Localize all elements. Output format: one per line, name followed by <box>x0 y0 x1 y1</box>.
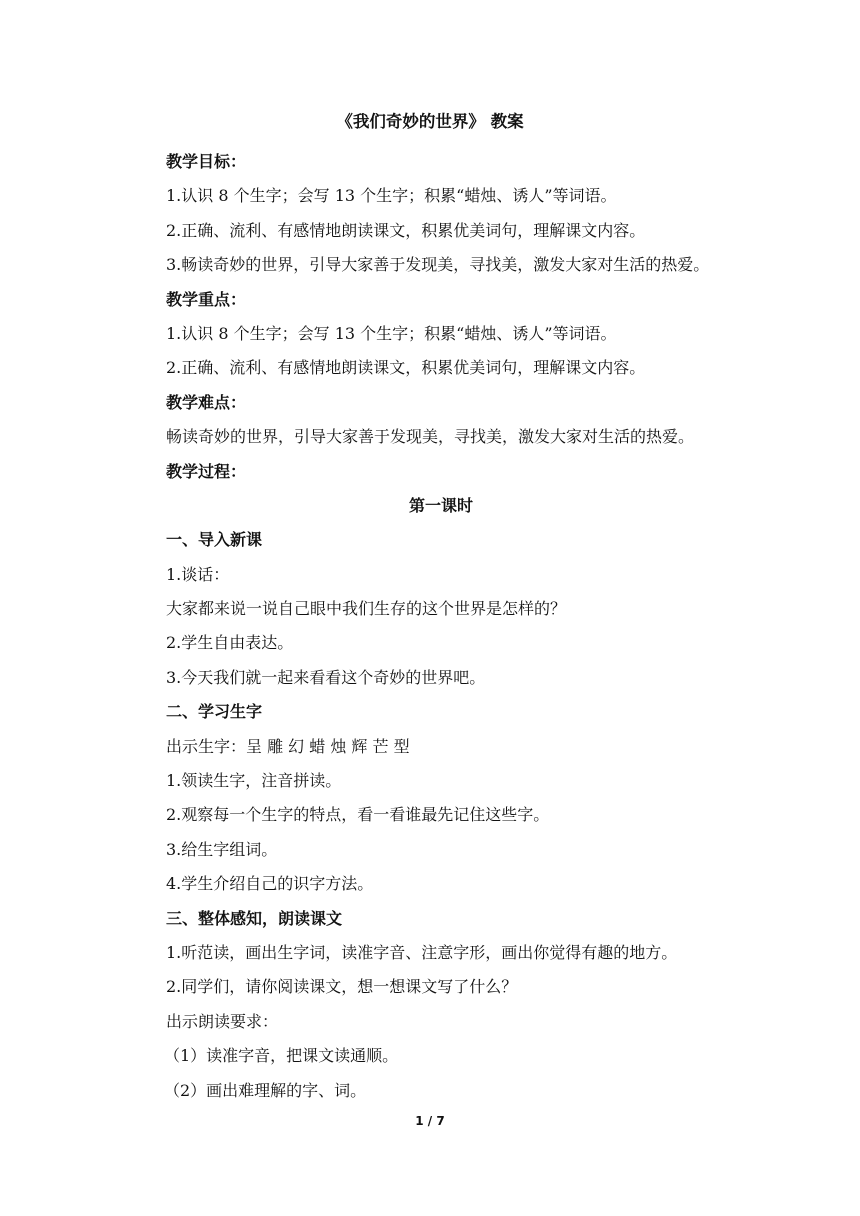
body-line: （2）画出难理解的字、词。 <box>164 1080 367 1100</box>
body-line: 3.给生字组词。 <box>166 839 278 859</box>
body-line: 1.听范读，画出生字词，读准字音、注意字形，画出你觉得有趣的地方。 <box>166 942 678 962</box>
body-line: 1.认识 8 个生字；会写 13 个生字；积累“蜡烛、诱人”等词语。 <box>166 186 617 206</box>
body-line: 1.谈话： <box>166 564 230 584</box>
page-number: 1 / 7 <box>415 1114 445 1128</box>
body-line: 2.正确、流利、有感情地朗读课文，积累优美词句，理解课文内容。 <box>166 220 646 240</box>
body-line: 大家都来说一说自己眼中我们生存的这个世界是怎样的？ <box>166 599 567 619</box>
section-heading: 教学过程： <box>166 461 247 481</box>
section-heading: 三、整体感知，朗读课文 <box>166 908 343 928</box>
body-line: 2.同学们，请你阅读课文，想一想课文写了什么？ <box>166 977 518 997</box>
document-body <box>166 145 746 1108</box>
body-line: （1）读准字音，把课文读通顺。 <box>164 1046 399 1066</box>
body-line: 出示朗读要求： <box>166 1011 279 1031</box>
body-line: 畅读奇妙的世界，引导大家善于发现美，寻找美，激发大家对生活的热爱。 <box>166 427 695 447</box>
section-heading: 教学重点： <box>166 289 247 309</box>
body-line: 2.正确、流利、有感情地朗读课文，积累优美词句，理解课文内容。 <box>166 358 646 378</box>
section-heading: 教学目标： <box>166 152 247 171</box>
section-heading: 教学难点： <box>166 392 247 412</box>
body-line: 2.观察每一个生字的特点，看一看谁最先记住这些字。 <box>166 805 550 825</box>
body-line: 1.领读生字，注音拼读。 <box>166 771 342 791</box>
document-title: 《我们奇妙的世界》 教案 <box>336 112 524 131</box>
body-line: 2.学生自由表达。 <box>166 633 294 653</box>
body-line: 出示生字：呈 雕 幻 蜡 烛 辉 芒 型 <box>166 736 410 756</box>
body-line: 4.学生介绍自己的识字方法。 <box>166 874 374 894</box>
lesson-heading: 第一课时 <box>408 495 473 515</box>
section-heading: 一、导入新课 <box>166 530 263 550</box>
body-line: 3.畅读奇妙的世界，引导大家善于发现美，寻找美，激发大家对生活的热爱。 <box>166 255 710 275</box>
body-line: 1.认识 8 个生字；会写 13 个生字；积累“蜡烛、诱人”等词语。 <box>166 323 617 343</box>
body-line: 3.今天我们就一起来看看这个奇妙的世界吧。 <box>166 667 486 687</box>
section-heading: 二、学习生字 <box>166 702 263 722</box>
